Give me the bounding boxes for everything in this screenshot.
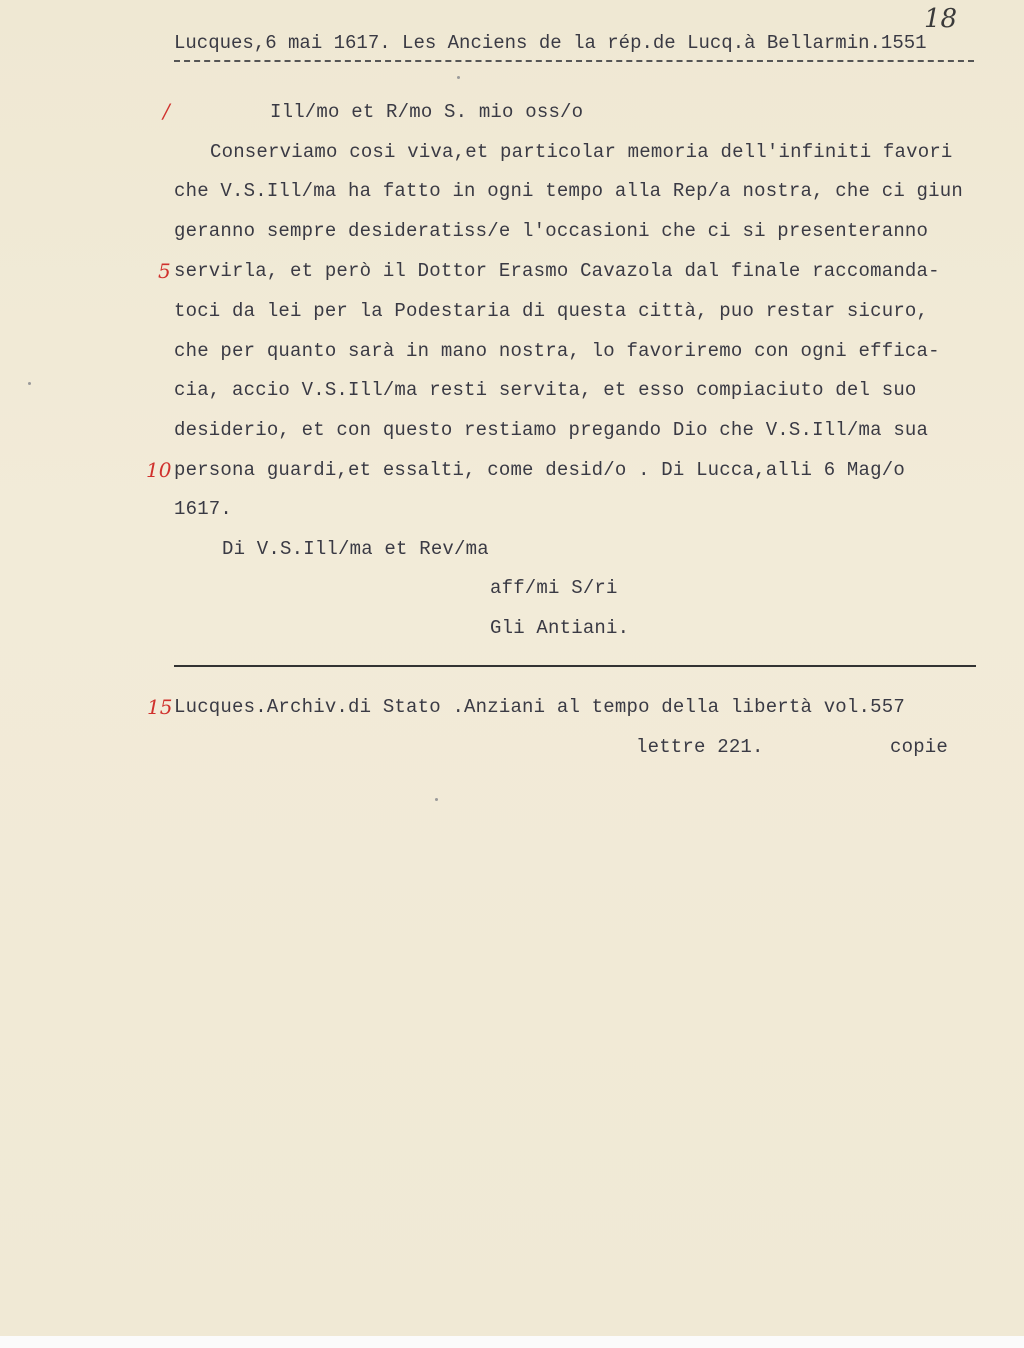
margin-mark-10: 10 [146,458,172,482]
letter-reference: lettre 221. [636,736,764,758]
letter-closing: Di V.S.Ill/ma et Rev/ma [222,538,489,560]
archive-source: Lucques.Archiv.di Stato .Anziani al tempo della libertà vol.557 [174,696,905,718]
letter-line: che per quanto sarà in mano nostra, lo favoriremo con ogni effica- [174,340,940,362]
letter-line: servirla, et però il Dottor Erasmo Cavazola dal finale raccomanda- [174,260,940,282]
signature-line-2: Gli Antiani. [490,617,630,639]
letter-line: cia, accio V.S.Ill/ma resti servita, et esso compiaciuto del suo [174,379,917,401]
letter-salutation: Ill/mo et R/mo S. mio oss/o [270,101,584,123]
letter-line: persona guardi,et essalti, come desid/o . Di Lucca,alli 6 Mag/o [174,459,905,481]
letter-line: che V.S.Ill/ma ha fatto in ogni tempo alla Rep/a nostra, che ci giun [174,180,963,202]
paper-speck [435,798,438,801]
margin-mark-1: / [163,99,170,123]
paper-speck [457,76,460,79]
header-dashed-rule [174,60,974,62]
letter-line: 1617. [174,498,233,520]
letter-line: geranno sempre desideratiss/e l'occasioni che ci si presenteranno [174,220,929,242]
letter-line: desiderio, et con questo restiamo pregando Dio che V.S.Ill/ma sua [174,419,929,441]
letter-line: Conserviamo cosi viva,et particolar memoria dell'infiniti favori [210,141,953,163]
scan-edge [0,1336,1024,1348]
document-header: Lucques,6 mai 1617. Les Anciens de la rép.de Lucq.à Bellarmin.1551 [174,32,927,54]
footer-rule [174,665,976,667]
copy-note: copie [890,736,949,758]
margin-mark-15: 15 [147,695,173,719]
margin-mark-5: 5 [158,259,171,283]
folio-number: 18 [924,4,958,34]
signature-line-1: aff/mi S/ri [490,577,618,599]
paper-speck [28,382,31,385]
letter-line: toci da lei per la Podestaria di questa città, puo restar sicuro, [174,300,929,322]
